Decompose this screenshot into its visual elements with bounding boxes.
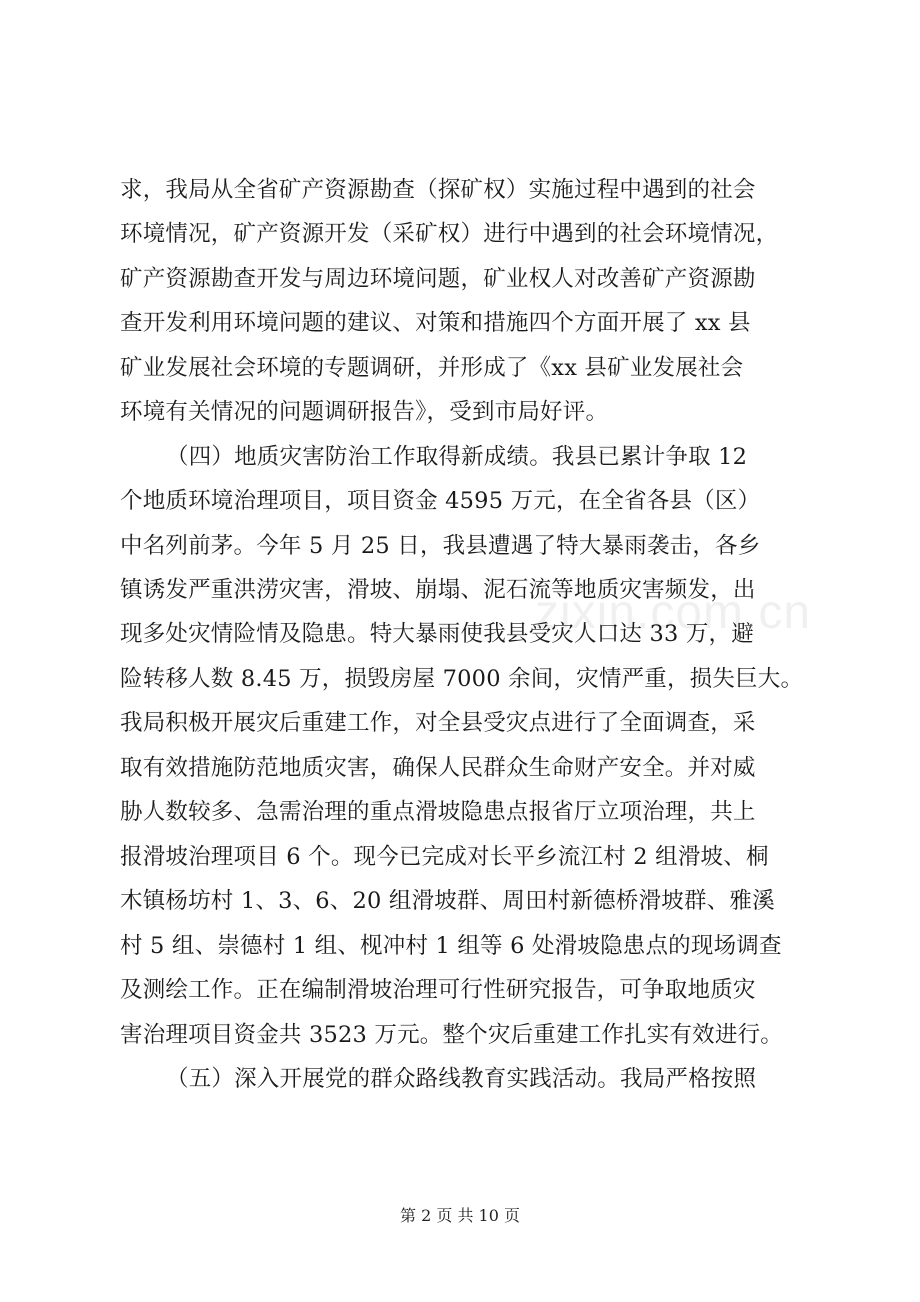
body-line: 取有效措施防范地质灾害，确保人民群众生命财产安全。并对威 [120,755,756,781]
paragraph-heading-5: （五）深入开展党的群众路线教育实践活动。我局严格按照 [166,1066,757,1092]
body-line: 胁人数较多、急需治理的重点滑坡隐患点报省厅立项治理，共上 [120,799,756,825]
body-line: 镇诱发严重洪涝灾害，滑坡、崩塌、泥石流等地质灾害频发，出 [120,577,756,603]
body-line: 中名列前茅。今年 5 月 25 日，我县遭遇了特大暴雨袭击，各乡 [120,533,761,559]
body-line: 及测绘工作。正在编制滑坡治理可行性研究报告，可争取地质灾 [120,977,756,1003]
body-line: 矿产资源勘查开发与周边环境问题，矿业权人对改善矿产资源勘 [120,266,756,292]
body-line: 险转移人数 8.45 万，损毁房屋 7000 余间，灾情严重，损失巨大。 [120,666,804,692]
body-line: 报滑坡治理项目 6 个。现今已完成对长平乡流江村 2 组滑坡、桐 [120,844,769,870]
body-line: 木镇杨坊村 1、3、6、20 组滑坡群、周田村新德桥滑坡群、雅溪 [120,888,775,914]
body-line: 环境有关情况的问题调研报告》，受到市局好评。 [120,399,609,425]
watermark: zixin.com.cn [535,586,812,639]
body-line: 求，我局从全省矿产资源勘查（探矿权）实施过程中遇到的社会 [120,177,756,203]
body-line: 个地质环境治理项目，项目资金 4595 万元，在全省各县（区） [120,488,761,514]
page-footer: 第 2 页 共 10 页 [400,1206,520,1225]
body-line: 村 5 组、崇德村 1 组、枧冲村 1 组等 6 处滑坡隐患点的现场调查 [120,933,782,959]
body-line: 查开发利用环境问题的建议、对策和措施四个方面开展了 xx 县 [120,310,751,336]
body-line: 矿业发展社会环境的专题调研，并形成了《xx 县矿业发展社会 [120,355,744,381]
body-line: 我局积极开展灾后重建工作，对全县受灾点进行了全面调查，采 [120,710,756,736]
paragraph-heading-4: （四）地质灾害防治工作取得新成绩。我县已累计争取 12 [166,444,748,470]
body-line: 现多处灾情险情及隐患。特大暴雨使我县受灾人口达 33 万，避 [120,621,754,647]
body-line: 害治理项目资金共 3523 万元。整个灾后重建工作扎实有效进行。 [120,1022,783,1048]
body-line: 环境情况，矿产资源开发（采矿权）进行中遇到的社会环境情况， [120,221,779,247]
